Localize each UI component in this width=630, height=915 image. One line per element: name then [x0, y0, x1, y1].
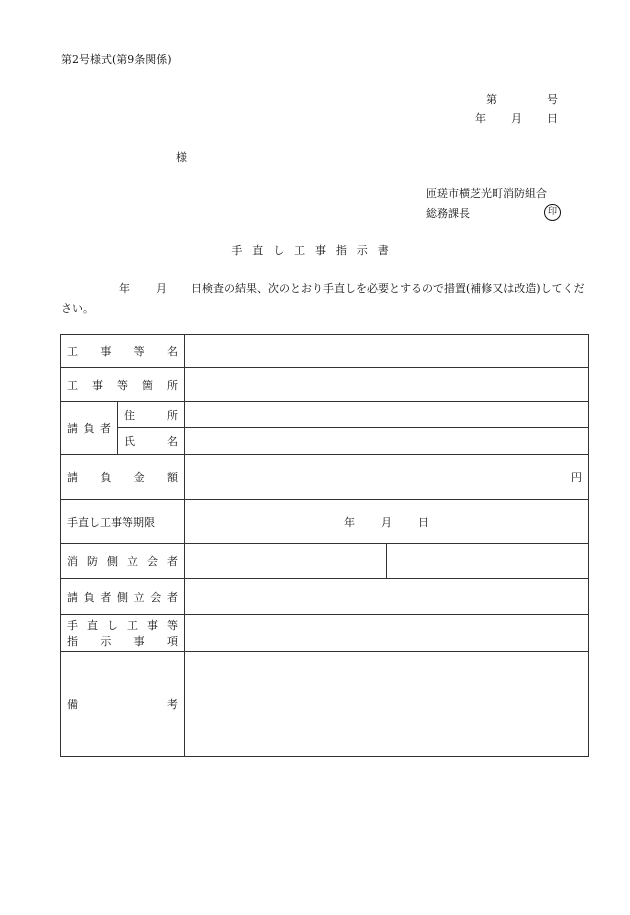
body-paragraph — [61, 279, 587, 319]
issue-year: 年 — [475, 112, 486, 125]
label-remarks: 備 考 — [61, 652, 185, 757]
row-contract-amount — [61, 455, 589, 500]
body-text: 日検査の結果、次のとおり手直しを必要とするので措置(補修又は改造)してください。 — [61, 282, 585, 315]
doc-no-prefix: 第 — [486, 93, 497, 106]
value-fire-witness-1[interactable] — [185, 544, 387, 579]
label-address: 住 所 — [118, 402, 185, 428]
deadline-year: 年 — [344, 515, 355, 529]
label-deadline: 手直し工事等期限 — [61, 500, 185, 544]
row-deadline — [61, 500, 589, 544]
value-name[interactable] — [185, 428, 589, 455]
value-deadline[interactable] — [185, 500, 589, 544]
value-address[interactable] — [185, 402, 589, 428]
label-construction-name: 工 事 等 名 — [61, 335, 185, 368]
row-construction-name — [61, 335, 589, 368]
row-contractor-address — [61, 402, 589, 428]
value-fire-witness-2[interactable] — [387, 544, 589, 579]
value-contract-amount[interactable] — [185, 455, 589, 500]
value-instructions[interactable] — [185, 615, 589, 652]
label-fire-witness: 消 防 側 立 会 者 — [61, 544, 185, 579]
yen-unit: 円 — [571, 471, 582, 484]
instruction-table — [60, 334, 589, 757]
label-construction-location: 工 事 等 箇 所 — [61, 368, 185, 402]
deadline-day: 日 — [418, 515, 429, 529]
body-year: 年 — [119, 282, 130, 295]
document-number — [486, 91, 558, 107]
value-construction-name[interactable] — [185, 335, 589, 368]
issue-month: 月 — [511, 112, 522, 125]
label-name: 氏 名 — [118, 428, 185, 455]
value-remarks[interactable] — [185, 652, 589, 757]
form-number: 第2号様式(第9条関係) — [61, 53, 172, 66]
issue-date — [475, 110, 558, 126]
body-month: 月 — [156, 282, 167, 295]
issue-day: 日 — [547, 112, 558, 125]
deadline-month: 月 — [381, 515, 392, 529]
row-contractor-name — [61, 428, 589, 455]
label-contractor: 請 負 者 — [61, 402, 118, 455]
issuer-title: 総務課長 — [426, 207, 470, 220]
value-contractor-witness[interactable] — [185, 579, 589, 615]
label-contract-amount: 請 負 金 額 — [61, 455, 185, 500]
addressee-suffix: 様 — [176, 151, 187, 164]
row-remarks — [61, 652, 589, 757]
document-title: 手直し工事指示書 — [231, 244, 399, 257]
row-instructions — [61, 615, 589, 652]
label-instructions: 手 直 し 工 事 等 指 示 事 項 — [61, 615, 185, 652]
seal-mark: 印 — [544, 204, 561, 221]
doc-no-suffix: 号 — [547, 93, 558, 106]
row-fire-witness — [61, 544, 589, 579]
label-contractor-witness: 請 負 者 側 立 会 者 — [61, 579, 185, 615]
row-contractor-witness — [61, 579, 589, 615]
row-construction-location — [61, 368, 589, 402]
value-construction-location[interactable] — [185, 368, 589, 402]
issuer-organization: 匝瑳市横芝光町消防組合 — [426, 187, 547, 200]
